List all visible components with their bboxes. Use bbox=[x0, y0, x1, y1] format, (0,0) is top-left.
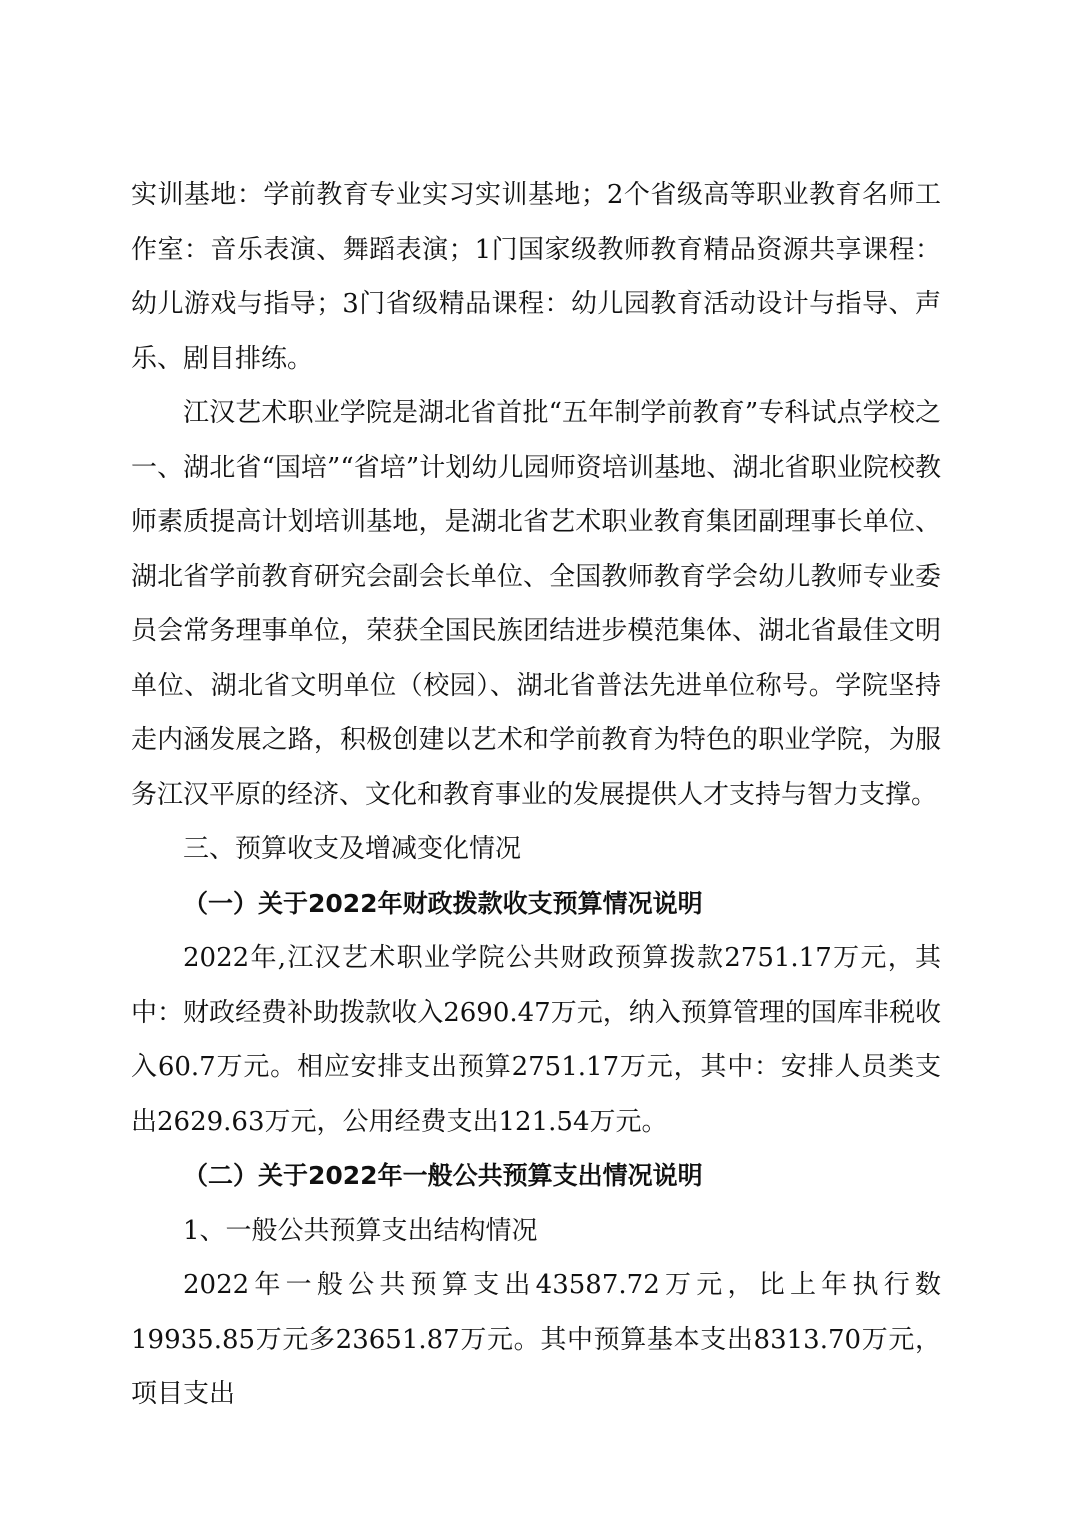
subsection-heading-general-budget: （二）关于2022年一般公共预算支出情况说明 bbox=[183, 1161, 703, 1190]
document-body bbox=[131, 168, 941, 1422]
paragraph-general-budget-expenditure: 2022年一般公共预算支出43587.72万元，比上年执行数19935.85万元多23651.87万元。其中预算基本支出8313.70万元，项目支出 bbox=[131, 1270, 941, 1409]
paragraph-training-bases: 实训基地：学前教育专业实习实训基地；2个省级高等职业教育名师工作室：音乐表演、舞蹈表演；1门国家级教师教育精品资源共享课程：幼儿游戏与指导；3门省级精品课程：幼儿园教育活动设计与指导、声乐、剧目排练。 bbox=[131, 180, 941, 374]
paragraph-fiscal-appropriation: 2022年,江汉艺术职业学院公共财政预算拨款2751.17万元，其中：财政经费补助拨款收入2690.47万元，纳入预算管理的国库非税收入60.7万元。相应安排支出预算2751.17万元，其中：安排人员类支出2629.63万元，公用经费支出121.54万元。 bbox=[131, 943, 941, 1137]
item-title-expenditure-structure: 1、一般公共预算支出结构情况 bbox=[183, 1215, 538, 1246]
subsection-heading-fiscal-appropriation: （一）关于2022年财政拨款收支预算情况说明 bbox=[183, 888, 703, 918]
section-heading-budget: 三、预算收支及增减变化情况 bbox=[183, 834, 522, 864]
paragraph-college-intro: 江汉艺术职业学院是湖北省首批“五年制学前教育”专科试点学校之一、湖北省“国培”“省培”计划幼儿园师资培训基地、湖北省职业院校教师素质提高计划培训基地，是湖北省艺术职业教育集团副理事长单位、湖北省学前教育研究会副会长单位、全国教师教育学会幼儿教师专业委员会常务理事单位，荣获全国民族团结进步模范集体、湖北省最佳文明单位、湖北省文明单位（校园）、湖北省普法先进单位称号。学院坚持走内涵发展之路，积极创建以艺术和学前教育为特色的职业学院，为服务江汉平原的经济、文化和教育事业的发展提供人才支持与智力支撑。 bbox=[131, 398, 941, 810]
